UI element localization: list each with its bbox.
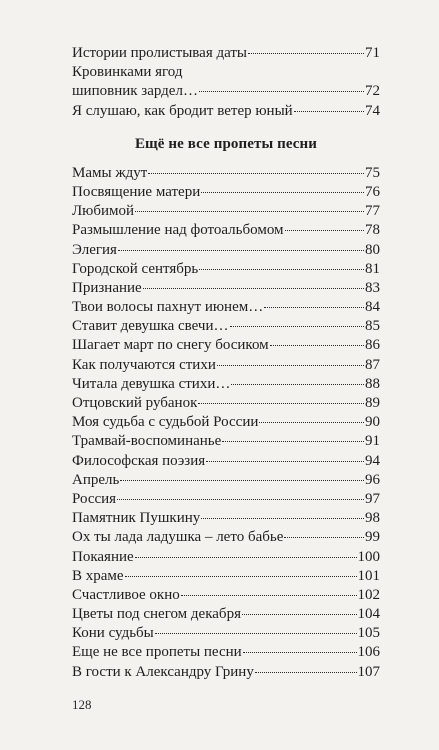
toc-entry [72, 624, 380, 643]
toc-entry-page: 85 [365, 318, 380, 335]
toc-entry-page: 97 [365, 490, 380, 507]
toc-entry [72, 471, 380, 490]
dot-leader [135, 211, 364, 212]
toc-entry [72, 586, 380, 605]
dot-leader [125, 576, 357, 577]
toc-entry-page: 71 [365, 45, 380, 61]
toc-entry-title: Памятник Пушкину [72, 510, 201, 527]
dot-leader [143, 288, 364, 289]
dot-leader [199, 269, 364, 270]
dot-leader [181, 595, 357, 596]
toc-entry-page: 107 [357, 663, 380, 680]
toc-entry [72, 452, 380, 471]
toc-entry-title: Городской сентябрь [72, 260, 199, 277]
toc-entry [72, 260, 380, 279]
toc-entry [72, 509, 380, 528]
toc-entry-title: Трамвай-воспоминанье [72, 433, 222, 450]
toc-entry-title: Посвящение матери [72, 183, 201, 200]
toc-entry-page: 87 [365, 356, 380, 373]
toc-entry [72, 183, 380, 202]
dot-leader [155, 633, 357, 634]
toc-entry [72, 375, 380, 394]
dot-leader [270, 345, 364, 346]
dot-leader [222, 441, 364, 442]
toc-entry-title: Элегия [72, 241, 117, 258]
toc-entry-page: 76 [365, 183, 380, 200]
toc-entry-page: 78 [365, 222, 380, 239]
toc-entry-title: Размышление над фотоальбомом [72, 222, 284, 239]
dot-leader [284, 537, 364, 538]
table-of-contents [72, 44, 380, 682]
dot-leader [230, 326, 364, 327]
dot-leader [248, 53, 364, 54]
toc-entry-title: Истории пролистывая даты [72, 45, 248, 61]
toc-entry-title: Еще не все пропеты песни [72, 644, 242, 661]
dot-leader [201, 192, 364, 193]
toc-list-top [72, 44, 380, 121]
toc-entry-title: Россия [72, 490, 117, 507]
toc-entry-title: Кровинками ягод [72, 64, 183, 81]
toc-entry-title: Ох ты лада ладушка – лето бабье [72, 529, 284, 546]
toc-entry [72, 44, 380, 63]
toc-entry [72, 413, 380, 432]
toc-entry [72, 490, 380, 509]
toc-entry-page: 104 [357, 606, 380, 623]
toc-entry [72, 663, 380, 682]
toc-entry [72, 548, 380, 567]
toc-entry-title: Счастливое окно [72, 586, 180, 603]
toc-entry [72, 63, 380, 82]
toc-entry-title: Как получаются стихи [72, 356, 216, 373]
section-title: Ещё не все пропеты песни [134, 135, 318, 152]
toc-entry-title: Моя судьба с судьбой России [72, 414, 259, 431]
dot-leader [201, 518, 364, 519]
dot-leader [285, 230, 364, 231]
toc-entry [72, 102, 380, 121]
toc-entry-page: 74 [365, 102, 380, 119]
toc-entry-title: Ставит девушка свечи… [72, 318, 229, 335]
dot-leader [294, 111, 364, 112]
toc-entry [72, 202, 380, 221]
dot-leader [118, 250, 364, 251]
dot-leader [259, 422, 364, 423]
toc-entry-page: 86 [365, 337, 380, 354]
toc-entry-page: 96 [365, 471, 380, 488]
toc-entry [72, 279, 380, 298]
toc-entry-title: Кони судьбы [72, 625, 154, 642]
toc-entry-page: 84 [365, 299, 380, 316]
toc-entry-page: 81 [365, 260, 380, 277]
toc-entry-page: 100 [357, 548, 380, 565]
toc-entry [72, 432, 380, 451]
toc-entry-page: 91 [365, 433, 380, 450]
toc-entry-title: Апрель [72, 471, 120, 488]
toc-entry-page: 89 [365, 395, 380, 411]
toc-entry [72, 221, 380, 240]
dot-leader [199, 91, 364, 92]
toc-entry [72, 82, 380, 101]
dot-leader [264, 307, 364, 308]
toc-entry-title: шиповник зардел… [72, 83, 198, 100]
toc-entry-page: 105 [357, 625, 380, 642]
dot-leader [242, 614, 357, 615]
toc-entry-page: 88 [365, 375, 380, 392]
toc-entry-title: В храме [72, 567, 124, 584]
toc-entry [72, 394, 380, 413]
toc-entry [72, 567, 380, 586]
dot-leader [206, 461, 364, 462]
toc-entry-title: В гости к Александру Грину [72, 663, 254, 680]
toc-entry-page: 83 [365, 279, 380, 296]
toc-entry-title: Признание [72, 279, 142, 296]
toc-entry-page: 98 [365, 510, 380, 527]
toc-list-section [72, 164, 380, 682]
toc-entry-page: 101 [357, 567, 380, 584]
toc-entry [72, 356, 380, 375]
toc-entry-page: 99 [365, 529, 380, 546]
toc-entry [72, 528, 380, 547]
toc-entry [72, 605, 380, 624]
toc-entry-title: Любимой [72, 203, 135, 220]
toc-entry [72, 643, 380, 662]
toc-entry-page: 80 [365, 241, 380, 258]
toc-entry-title: Твои волосы пахнут июнем… [72, 299, 264, 316]
dot-leader [198, 403, 364, 404]
toc-entry-page: 90 [365, 414, 380, 431]
toc-entry-title: Цветы под снегом декабря [72, 606, 241, 623]
toc-entry-page: 75 [365, 164, 380, 181]
toc-entry [72, 164, 380, 183]
toc-entry-title: Мамы ждут [72, 164, 148, 181]
toc-entry-title: Отцовский рубанок [72, 395, 198, 411]
toc-entry [72, 298, 380, 317]
toc-entry-page: 72 [365, 83, 380, 100]
toc-entry [72, 241, 380, 260]
toc-entry [72, 317, 380, 336]
toc-entry-title: Шагает март по снегу босиком [72, 337, 269, 354]
dot-leader [117, 499, 364, 500]
dot-leader [217, 365, 364, 366]
toc-entry-title: Читала девушка стихи… [72, 375, 231, 392]
toc-entry-title: Я слушаю, как бродит ветер юный [72, 102, 293, 119]
dot-leader [148, 173, 364, 174]
toc-entry-page: 94 [365, 452, 380, 469]
dot-leader [120, 480, 364, 481]
toc-entry [72, 336, 380, 355]
dot-leader [255, 672, 357, 673]
dot-leader [135, 557, 357, 558]
toc-entry-title: Философская поэзия [72, 452, 206, 469]
page-number: 128 [72, 697, 92, 712]
dot-leader [231, 384, 364, 385]
toc-entry-title: Покаяние [72, 548, 134, 565]
dot-leader [243, 652, 357, 653]
toc-entry-page: 102 [357, 586, 380, 603]
toc-entry-page: 106 [357, 644, 380, 661]
toc-entry-page: 77 [365, 203, 380, 220]
